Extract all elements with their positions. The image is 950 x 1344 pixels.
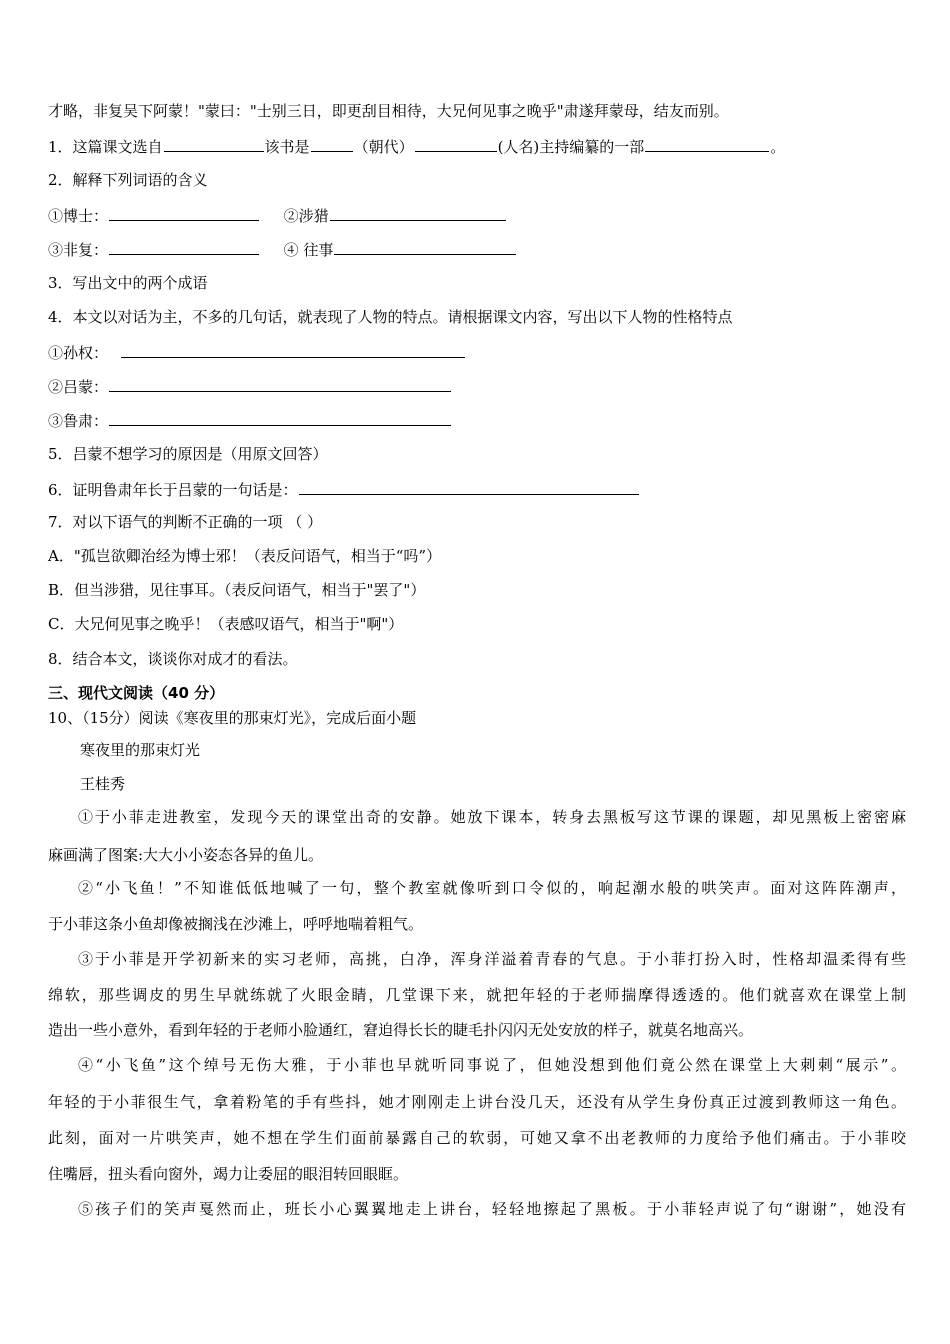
question-2-prompt: 2．解释下列词语的含义 — [48, 171, 208, 189]
question-2-row-1 — [48, 205, 507, 226]
q1-text-d: (人名)主持编纂的一部 — [497, 138, 645, 156]
q2-item-4-blank[interactable] — [334, 239, 516, 255]
q1-text-e: 。 — [770, 138, 786, 156]
article-paragraph-1-line-1: ①于小菲走进教室，发现今天的课堂出奇的安静。她放下课本，转身去黑板写这节课的课题，却见黑板上密密麻 — [78, 808, 906, 826]
q1-blank-book[interactable] — [311, 136, 353, 152]
question-3: 3．写出文中的两个成语 — [48, 274, 208, 292]
article-author: 王桂秀 — [80, 775, 126, 793]
question-7-option-b[interactable]: B．但当涉猎，见往事耳。（表反问语气，相当于"罢了"） — [48, 581, 426, 599]
question-4-prompt: 4．本文以对话为主，不多的几句话，就表现了人物的特点。请根据课文内容，写出以下人物的性格特点 — [48, 308, 733, 326]
q4-person-1-blank[interactable] — [121, 342, 465, 358]
article-paragraph-4-line-2: 年轻的于小菲很生气，拿着粉笔的手有些抖，她才刚刚走上讲台没几天，还没有从学生身份真正过渡到教师这一角色。 — [48, 1093, 906, 1111]
q4-person-1-label: ①孙权： — [48, 344, 109, 362]
question-4-person-2 — [48, 376, 452, 397]
q2-item-3-blank[interactable] — [109, 239, 259, 255]
q6-text: 6．证明鲁肃年长于吕蒙的一句话是： — [48, 481, 298, 499]
q2-item-1-blank[interactable] — [109, 205, 259, 221]
article-paragraph-4-line-3: 此刻，面对一片哄笑声，她不想在学生们面前暴露自己的软弱，可她又拿不出老教师的力度给予他们痛击。于小菲咬 — [48, 1129, 906, 1147]
question-7-option-c[interactable]: C．大兄何见事之晚乎！（表感叹语气，相当于"啊"） — [48, 615, 404, 633]
q2-item-4-label: ④ 往事 — [283, 241, 334, 259]
article-paragraph-1-line-2: 麻画满了图案:大大小小姿态各异的鱼儿。 — [48, 846, 324, 864]
article-title: 寒夜里的那束灯光 — [80, 741, 201, 759]
passage-ending-line: 才略，非复吴下阿蒙！"蒙曰："士别三日，即更刮目相待，大兄何见事之晚乎"肃遂拜蒙母，结友而别。 — [48, 102, 729, 120]
article-paragraph-4-line-1: ④“小飞鱼”这个绰号无伤大雅，于小菲也早就听同事说了，但她没想到他们竟公然在课堂上大刺刺“展示”。 — [78, 1056, 906, 1074]
question-4-person-1 — [48, 342, 466, 363]
question-4-person-3 — [48, 410, 452, 431]
q1-blank-person[interactable] — [645, 136, 769, 152]
question-6 — [48, 479, 640, 500]
q4-person-2-label: ②吕蒙： — [48, 378, 109, 396]
q1-text-b: 该书是 — [264, 138, 310, 156]
article-paragraph-3-line-1: ③于小菲是开学初新来的实习老师，高挑，白净，浑身洋溢着青春的气息。于小菲打扮入时，性格却温柔得有些 — [78, 950, 906, 968]
question-8: 8．结合本文，谈谈你对成才的看法。 — [48, 650, 298, 668]
question-10: 10、（15分）阅读《寒夜里的那束灯光》，完成后面小题 — [48, 709, 417, 727]
q2-item-1-label: ①博士： — [48, 207, 109, 225]
article-paragraph-3-line-3: 造出一些小意外，看到年轻的于老师小脸通红，窘迫得长长的睫毛扑闪闪无处安放的样子，就莫名地高兴。 — [48, 1021, 754, 1039]
q2-item-2-blank[interactable] — [330, 205, 506, 221]
q1-blank-source[interactable] — [164, 136, 264, 152]
article-paragraph-5-line-1: ⑤孩子们的笑声戛然而止，班长小心翼翼地走上讲台，轻轻地擦起了黑板。于小菲轻声说了句“谢谢”，她没有 — [78, 1200, 906, 1218]
q1-text-c: （朝代） — [353, 138, 414, 156]
q1-text-a: 1．这篇课文选自 — [48, 138, 163, 156]
section-heading: 三、现代文阅读（40 分） — [48, 684, 225, 702]
q2-item-2-label: ②涉猎 — [283, 207, 329, 225]
article-paragraph-4-line-4: 住嘴唇，扭头看向窗外，竭力让委屈的眼泪转回眼眶。 — [48, 1165, 409, 1183]
article-paragraph-2-line-1: ②“小飞鱼！”不知谁低低地喊了一句，整个教室就像听到口令似的，响起潮水般的哄笑声。面对这阵阵潮声， — [78, 879, 906, 897]
article-paragraph-2-line-2: 于小菲这条小鱼却像被搁浅在沙滩上，呼呼地喘着粗气。 — [48, 915, 424, 933]
q4-person-3-label: ③鲁肃： — [48, 412, 109, 430]
question-7-option-a[interactable]: A．"孤岂欲卿治经为博士邪！（表反问语气，相当于“吗”） — [48, 547, 442, 565]
question-2-row-2 — [48, 239, 517, 260]
q2-item-3-label: ③非复： — [48, 241, 109, 259]
question-7-prompt: 7．对以下语气的判断不正确的一项 （ ） — [48, 513, 323, 531]
question-5: 5．吕蒙不想学习的原因是（用原文回答） — [48, 445, 328, 463]
q1-blank-dynasty[interactable] — [415, 136, 497, 152]
question-1 — [48, 136, 785, 157]
article-paragraph-3-line-2: 绵软，那些调皮的男生早就练就了火眼金睛，几堂课下来，就把年轻的于老师揣摩得透透的。他们就喜欢在课堂上制 — [48, 986, 906, 1004]
q4-person-3-blank[interactable] — [109, 410, 451, 426]
q4-person-2-blank[interactable] — [109, 376, 451, 392]
q6-blank[interactable] — [299, 479, 639, 495]
